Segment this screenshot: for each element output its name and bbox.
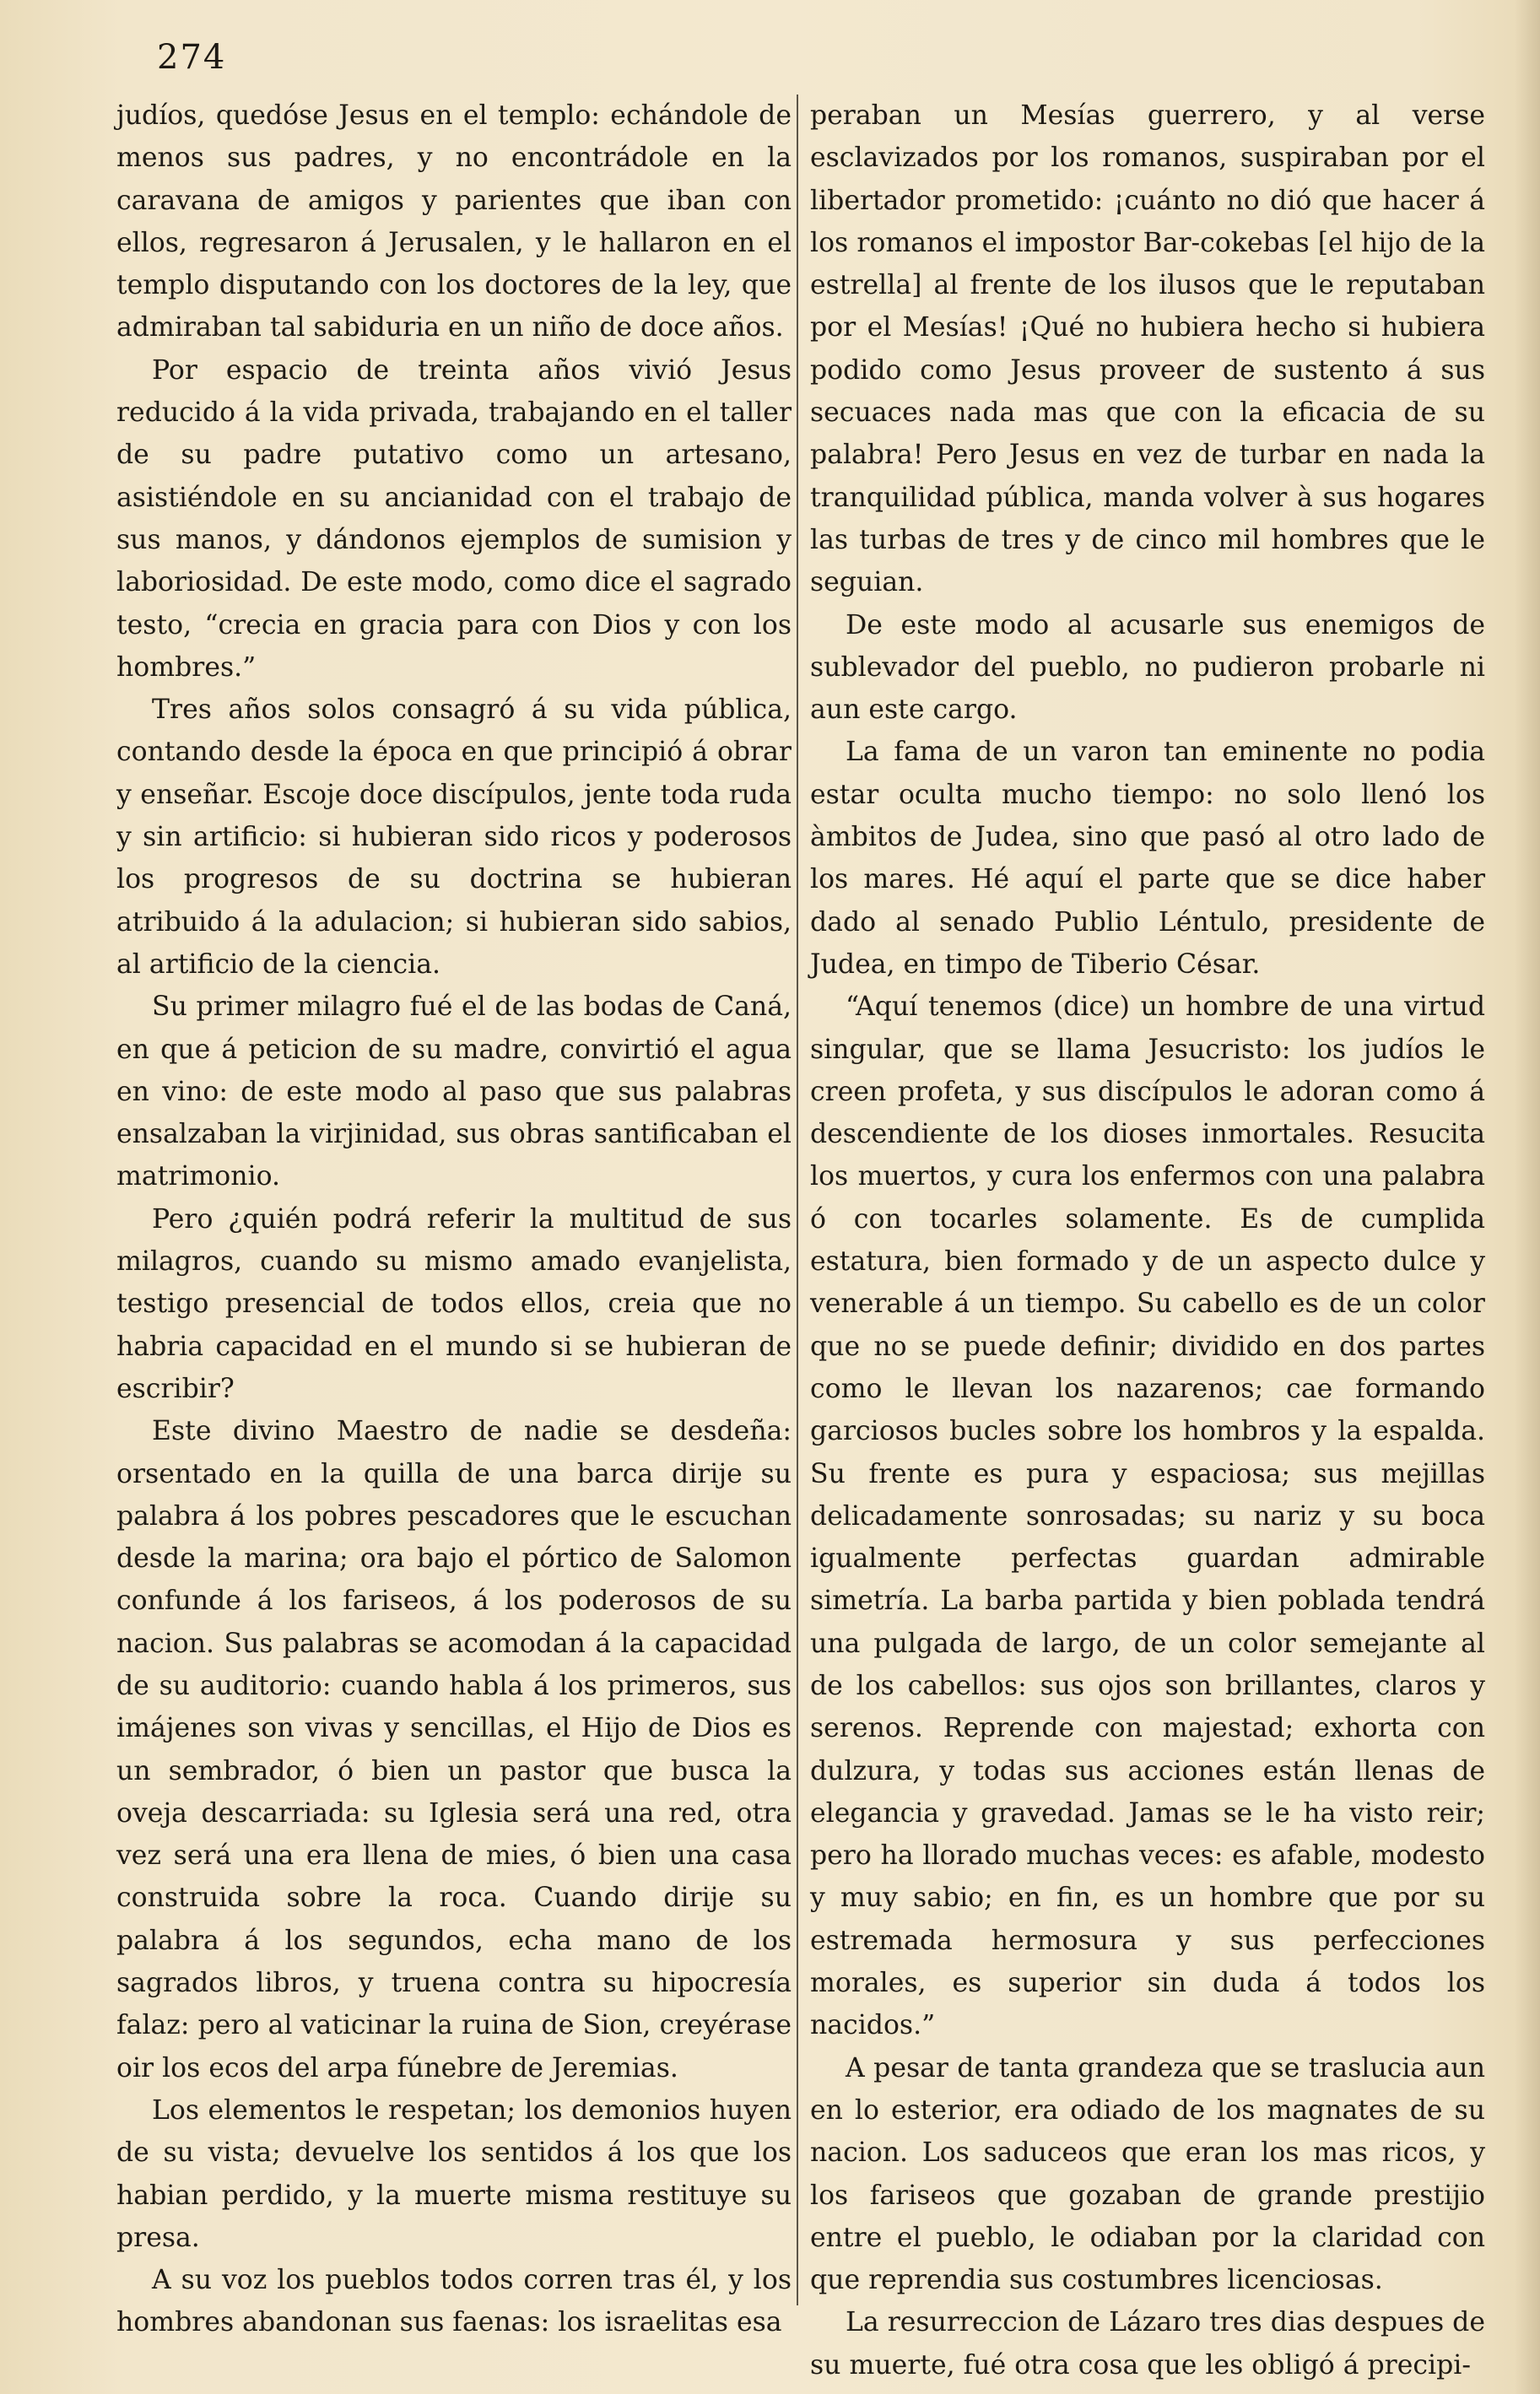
- paragraph: Pero ¿quién podrá referir la multitud de sus milagros, cuando su mismo amado evanjelista, testigo presencial de todos ellos, creia que no habria capacidad en el mundo si se hubieran de escribir?: [116, 1203, 792, 1404]
- paragraph: La resurreccion de Lázaro tres dias despues de su muerte, fué otra cosa que les obligó á precipi-: [810, 2307, 1485, 2380]
- paragraph: Tres años solos consagró á su vida pública, contando desde la época en que principió á obrar y enseñar. Escoje doce discípulos, jente toda ruda y sin artificio: si hubieran sido ricos y poderosos los progresos de su doctrina se hubieran atribuido á la adulacion; si hubieran sido sabios, al artificio de la ciencia.: [116, 694, 792, 980]
- paragraph: Su primer milagro fué el de las bodas de Caná, en que á peticion de su madre, convirtió el agua en vino: de este modo al paso que sus palabras ensalzaban la virjinidad, sus obras santificaban el matrimonio.: [116, 992, 792, 1192]
- paragraph: A pesar de tanta grandeza que se traslucia aun en lo esterior, era odiado de los magnates de su nacion. Los saduceos que eran los mas ricos, y los fariseos que gozaban de grande prestijio entre el pueblo, le odiaban por la claridad con que reprendia sus costumbres licenciosas.: [810, 2052, 1485, 2296]
- paragraph: De este modo al acusarle sus enemigos de sublevador del pueblo, no pudieron probarle ni aun este cargo.: [810, 609, 1485, 726]
- page-edge-shadow: [1515, 0, 1540, 2394]
- paragraph: peraban un Mesías guerrero, y al verse esclavizados por los romanos, suspiraban por el libertador prometido: ¡cuánto no dió que hacer á los romanos el impostor Bar-cokebas [el hijo de la estrella] al frente de los ilusos que le reputaban por el Mesías! ¡Qué no hubiera hecho si hubiera podido como Jesus proveer de sustento á sus secuaces nada mas que con la eficacia de su palabra! Pero Jesus en vez de turbar en nada la tranquilidad pública, manda volver à sus hogares las turbas de tres y de cinco mil hombres que le seguian.: [810, 100, 1485, 598]
- column-divider: [797, 95, 798, 2305]
- paragraph: judíos, quedóse Jesus en el templo: echándole de menos sus padres, y no encontrádole en la caravana de amigos y parientes que iban con ellos, regresaron á Jerusalen, y le hallaron en el templo disputando con los doctores de la ley, que admiraban tal sabiduria en un niño de doce años.: [116, 100, 792, 343]
- page-number: 274: [157, 38, 227, 77]
- right-column: [810, 95, 1485, 2386]
- paragraph: Los elementos le respetan; los demonios huyen de su vista; devuelve los sentidos á los que los habian perdido, y la muerte misma restituye su presa.: [116, 2094, 792, 2253]
- paragraph: Por espacio de treinta años vivió Jesus reducido á la vida privada, trabajando en el taller de su padre putativo como un artesano, asistiéndole en su ancianidad con el trabajo de sus manos, y dándonos ejemplos de sumision y laboriosidad. De este modo, como dice el sagrado testo, “crecia en gracia para con Dios y con los hombres.”: [116, 354, 792, 683]
- paragraph: “Aquí tenemos (dice) un hombre de una virtud singular, que se llama Jesucristo: los judíos le creen profeta, y sus discípulos le adoran como á descendiente de los dioses inmortales. Resucita los muertos, y cura los enfermos con una palabra ó con tocarles solamente. Es de cumplida estatura, bien formado y de un aspecto dulce y venerable á un tiempo. Su cabello es de un color que no se puede definir; dividido en dos partes como le llevan los nazarenos; cae formando garciosos bucles sobre los hombros y la espalda. Su frente es pura y espaciosa; sus mejillas delicadamente sonrosadas; su nariz y su boca igualmente perfectas guardan admirable simetría. La barba partida y bien poblada tendrá una pulgada de largo, de un color semejante al de los cabellos: sus ojos son brillantes, claros y serenos. Reprende con majestad; exhorta con dulzura, y todas sus acciones están llenas de elegancia y gravedad. Jamas se le ha visto reir; pero ha llorado muchas veces: es afable, modesto y muy sabio; en fin, es un hombre que por su estremada hermosura y sus perfecciones morales, es superior sin duda á todos los nacidos.”: [810, 992, 1485, 2041]
- left-column: [116, 95, 792, 2344]
- paragraph: La fama de un varon tan eminente no podia estar oculta mucho tiempo: no solo llenó los àmbitos de Judea, sino que pasó al otro lado de los mares. Hé aquí el parte que se dice haber dado al senado Publio Léntulo, presidente de Judea, en timpo de Tiberio César.: [810, 737, 1485, 980]
- paragraph: Este divino Maestro de nadie se desdeña: orsentado en la quilla de una barca dirije su palabra á los pobres pescadores que le escuchan desde la marina; ora bajo el pórtico de Salomon confunde á los fariseos, á los poderosos de su nacion. Sus palabras se acomodan á la capacidad de su auditorio: cuando habla á los primeros, sus imájenes son vivas y sencillas, el Hijo de Dios es un sembrador, ó bien un pastor que busca la oveja descarriada: su Iglesia será una red, otra vez será una era llena de mies, ó bien una casa construida sobre la roca. Cuando dirije su palabra á los segundos, echa mano de los sagrados libros, y truena contra su hipocresía falaz: pero al vaticinar la ruina de Sion, creyérase oir los ecos del arpa fúnebre de Jeremias.: [116, 1416, 792, 2083]
- paragraph: A su voz los pueblos todos corren tras él, y los hombres abandonan sus faenas: los israelitas esa: [116, 2265, 792, 2338]
